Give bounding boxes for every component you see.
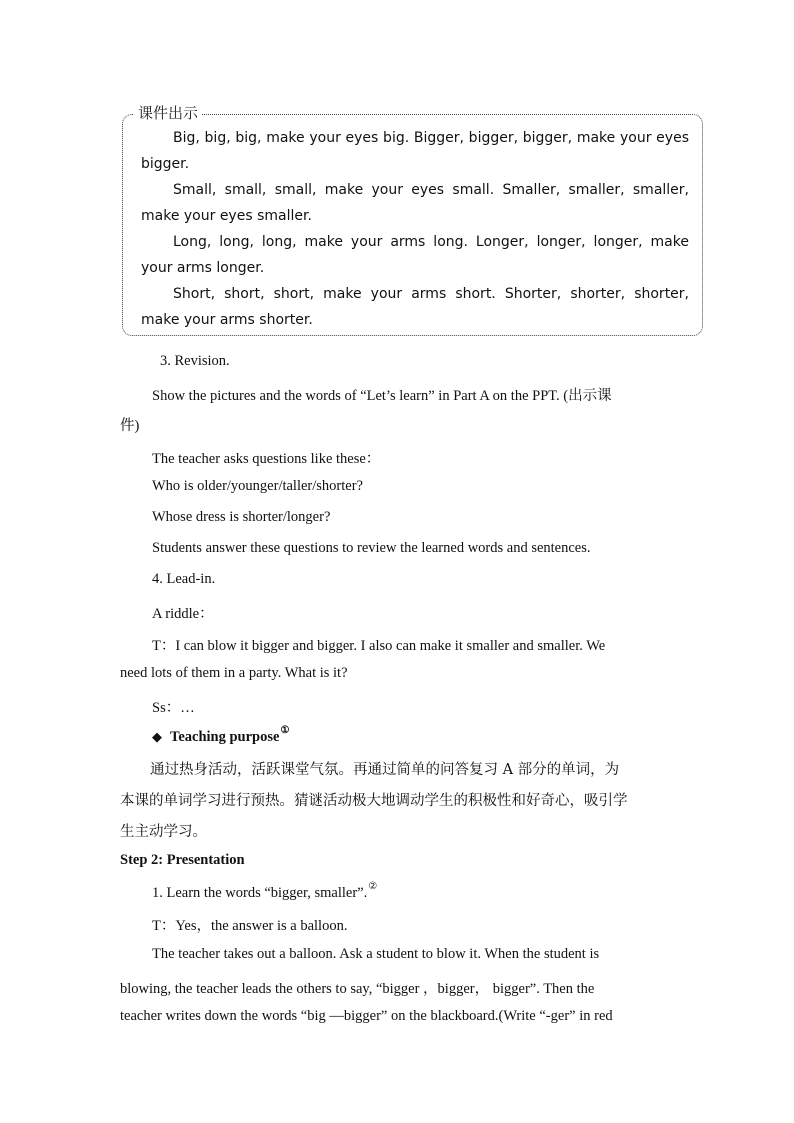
revision-line1a: Show the pictures and the words of “Let’s learn” in Part A on the PPT. (出示课 bbox=[152, 388, 612, 404]
revision-line2: The teacher asks questions like these： bbox=[152, 451, 381, 467]
chant-paragraph-small: Small, small, small, make your eyes small. Smaller, smaller, smaller, make your eyes smaller. bbox=[141, 182, 689, 224]
courseware-box-title: 课件出示 bbox=[134, 102, 202, 123]
purpose-chinese-line2: 本课的单词学习进行预热。猜谜活动极大地调动学生的积极性和好奇心，吸引学 bbox=[120, 793, 628, 809]
revision-line1b: 件) bbox=[120, 418, 140, 434]
revision-question1: Who is older/younger/taller/shorter? bbox=[152, 478, 363, 494]
riddle-teacher-line-b: need lots of them in a party. What is it? bbox=[120, 665, 348, 681]
learn-words-heading bbox=[152, 883, 712, 902]
teacher-answer-line: T：Yes，the answer is a balloon. bbox=[152, 918, 348, 934]
step2-heading: Step 2: Presentation bbox=[120, 852, 245, 868]
balloon-paragraph-b: blowing, the teacher leads the others to say, “bigger ，bigger， bigger”. Then the bbox=[120, 981, 595, 997]
riddle-students-line: Ss：… bbox=[152, 700, 195, 716]
riddle-label: A riddle： bbox=[152, 606, 214, 622]
purpose-chinese-line1: 通过热身活动，活跃课堂气氛。再通过简单的问答复习 A 部分的单词，为 bbox=[150, 762, 620, 778]
footnote-mark-1: ① bbox=[280, 725, 290, 736]
balloon-paragraph-c: teacher writes down the words “big —bigger” on the blackboard.(Write “-ger” in red bbox=[120, 1008, 613, 1024]
revision-heading: 3. Revision. bbox=[160, 353, 230, 369]
teaching-purpose-label: Teaching purpose bbox=[170, 728, 280, 745]
teaching-purpose-heading bbox=[152, 727, 712, 746]
chant-paragraph-big: Big, big, big, make your eyes big. Bigger, bigger, bigger, make your eyes bigger. bbox=[141, 130, 689, 172]
chant-paragraph-long: Long, long, long, make your arms long. Longer, longer, longer, make your arms longer. bbox=[141, 234, 689, 276]
diamond-bullet-icon: ◆ bbox=[152, 728, 162, 744]
balloon-paragraph-a: The teacher takes out a balloon. Ask a student to blow it. When the student is bbox=[152, 946, 600, 962]
purpose-chinese-line3: 生主动学习。 bbox=[120, 824, 207, 840]
revision-question2: Whose dress is shorter/longer? bbox=[152, 509, 331, 525]
leadin-heading: 4. Lead-in. bbox=[152, 571, 216, 587]
footnote-mark-2: ② bbox=[368, 881, 378, 892]
revision-line3: Students answer these questions to review the learned words and sentences. bbox=[152, 540, 591, 556]
riddle-teacher-line-a: T：I can blow it bigger and bigger. I also can make it smaller and smaller. We bbox=[152, 638, 606, 654]
chant-paragraph-short: Short, short, short, make your arms short. Shorter, shorter, shorter, make your arms shorter. bbox=[141, 286, 689, 328]
learn-words-label: 1. Learn the words “bigger, smaller”. bbox=[152, 884, 368, 901]
